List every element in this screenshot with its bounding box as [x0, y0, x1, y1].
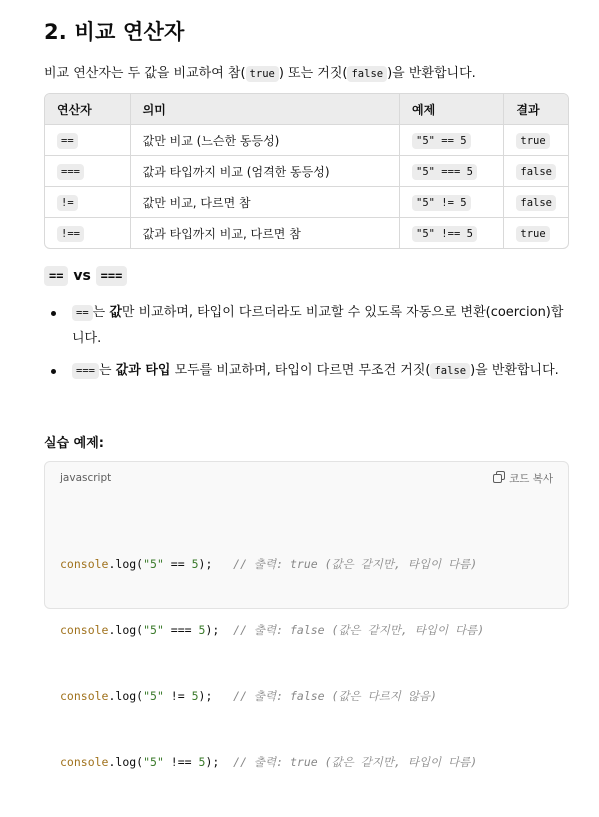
inline-code: == — [72, 305, 93, 321]
code-token-object: console — [60, 689, 109, 703]
code-line — [60, 685, 484, 707]
cell-example — [400, 218, 504, 248]
cell-result — [504, 125, 568, 156]
operators-table — [44, 93, 569, 249]
intro-text-after: )을 반환합니다. — [387, 66, 476, 81]
code-token-call: .log( — [108, 755, 144, 769]
operator-code: === — [57, 164, 84, 180]
code-token-operator: == — [163, 557, 192, 571]
code-line — [60, 619, 484, 641]
subheading-code-right: === — [96, 266, 128, 286]
example-code: "5" !== 5 — [412, 226, 477, 242]
code-comment: // 출력: false (값은 같지만, 타입이 다름) — [233, 623, 485, 637]
copy-code-button[interactable] — [493, 471, 553, 486]
comparison-subheading — [44, 268, 127, 284]
copy-icon — [493, 471, 505, 486]
cell-result — [504, 187, 568, 218]
cell-result — [504, 156, 568, 187]
cell-operator — [45, 156, 131, 187]
cell-operator — [45, 187, 131, 218]
code-token-number: 5 — [191, 557, 199, 571]
operator-code: !== — [57, 226, 84, 242]
cell-meaning: 값만 비교 (느슨한 동등성) — [131, 125, 400, 156]
header-result: 결과 — [504, 94, 568, 125]
table-row — [45, 218, 568, 248]
code-token-string: "5" — [143, 689, 164, 703]
intro-text-before: 비교 연산자는 두 값을 비교하여 참( — [44, 66, 246, 81]
code-comment: // 출력: true (값은 같지만, 타입이 다름) — [233, 557, 478, 571]
example-code: "5" == 5 — [412, 133, 471, 149]
bullet-text: 는 — [98, 363, 116, 378]
cell-result — [504, 218, 568, 248]
subheading-code-left: == — [44, 266, 68, 286]
list-item — [72, 300, 569, 352]
table-header-row — [45, 94, 568, 125]
operator-code: != — [57, 195, 78, 211]
inline-code: === — [72, 363, 99, 379]
code-token-string: "5" — [143, 557, 164, 571]
practice-title: 실습 예제: — [44, 436, 104, 451]
header-operator: 연산자 — [45, 94, 131, 125]
code-token-end: ); — [198, 689, 234, 703]
inline-code: false — [430, 363, 470, 379]
code-block — [44, 461, 569, 769]
code-token-number: 5 — [198, 755, 206, 769]
bullet-text: 모두를 비교하며, 타입이 다르면 무조건 거짓( — [170, 363, 431, 378]
code-comment: // 출력: false (값은 다르지 않음) — [233, 689, 437, 703]
bullet-bold: 값 — [109, 305, 122, 320]
code-token-call: .log( — [108, 689, 144, 703]
code-token-operator: === — [163, 623, 199, 637]
code-comment: // 출력: true (값은 같지만, 타입이 다름) — [233, 755, 478, 769]
cell-operator — [45, 218, 131, 248]
code-lines — [60, 509, 484, 817]
code-token-end: ); — [205, 623, 234, 637]
code-token-operator: != — [163, 689, 192, 703]
table-row — [45, 156, 568, 187]
code-token-number: 5 — [191, 689, 199, 703]
table-row — [45, 125, 568, 156]
code-token-operator: !== — [163, 755, 199, 769]
result-code: true — [516, 226, 549, 242]
list-item — [72, 358, 569, 384]
bullet-text: 만 비교하며, 타입이 다르더라도 비교할 수 있도록 자동으로 변환(coercion)합니다. — [72, 305, 564, 346]
cell-operator — [45, 125, 131, 156]
code-line — [60, 553, 484, 575]
cell-example — [400, 187, 504, 218]
operator-code: == — [57, 133, 78, 149]
code-line — [60, 751, 484, 773]
code-token-call: .log( — [108, 557, 144, 571]
cell-meaning: 값만 비교, 다르면 참 — [131, 187, 400, 218]
code-language-label: javascript — [60, 472, 112, 484]
explanation-list — [44, 300, 569, 390]
intro-text-middle: ) 또는 거짓( — [278, 66, 348, 81]
code-token-end: ); — [205, 755, 234, 769]
bullet-text: )을 반환합니다. — [470, 363, 559, 378]
result-code: false — [516, 195, 556, 211]
code-token-string: "5" — [143, 755, 164, 769]
intro-paragraph — [44, 64, 476, 84]
table-row — [45, 187, 568, 218]
code-token-string: "5" — [143, 623, 164, 637]
code-token-call: .log( — [108, 623, 144, 637]
cell-meaning: 값과 타입까지 비교, 다르면 참 — [131, 218, 400, 248]
cell-example — [400, 125, 504, 156]
result-code: true — [516, 133, 549, 149]
code-token-number: 5 — [198, 623, 206, 637]
cell-example — [400, 156, 504, 187]
inline-code-true: true — [246, 66, 279, 82]
header-meaning: 의미 — [131, 94, 400, 125]
copy-label: 코드 복사 — [509, 473, 553, 485]
inline-code-false: false — [347, 66, 387, 82]
example-code: "5" != 5 — [412, 195, 471, 211]
bullet-text: 는 — [92, 305, 110, 320]
cell-meaning: 값과 타입까지 비교 (엄격한 동등성) — [131, 156, 400, 187]
subheading-vs: vs — [73, 268, 91, 284]
header-example: 예제 — [400, 94, 504, 125]
code-token-object: console — [60, 623, 109, 637]
code-token-end: ); — [198, 557, 234, 571]
result-code: false — [516, 164, 556, 180]
example-code: "5" === 5 — [412, 164, 477, 180]
code-token-object: console — [60, 755, 109, 769]
code-token-object: console — [60, 557, 109, 571]
section-heading: 2. 비교 연산자 — [44, 20, 185, 44]
bullet-bold: 값과 타입 — [115, 363, 171, 378]
